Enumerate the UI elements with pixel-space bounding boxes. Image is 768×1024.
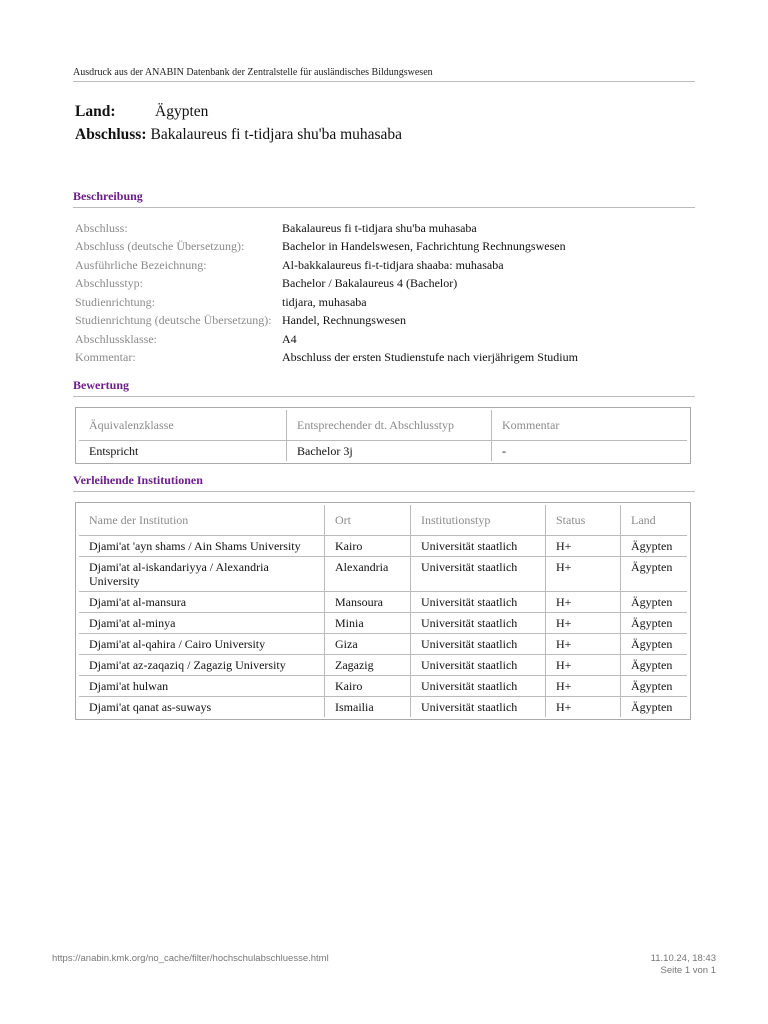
institutionen-table xyxy=(75,502,691,720)
desc-label: Abschlussklasse: xyxy=(75,331,157,346)
desc-label: Abschluss: xyxy=(75,220,128,235)
section-title-bewertung: Bewertung xyxy=(73,378,695,397)
table-cell: Giza xyxy=(325,634,411,655)
table-row xyxy=(79,634,687,655)
table-cell: Ägypten xyxy=(621,536,687,557)
desc-label: Ausführliche Bezeichnung: xyxy=(75,257,207,272)
table-cell: Universität staatlich xyxy=(411,613,546,634)
column-header: Ort xyxy=(325,505,411,536)
desc-value: Al-bakkalaureus fi-t-tidjara shaaba: muhasaba xyxy=(282,257,504,272)
table-cell: Universität staatlich xyxy=(411,557,546,592)
desc-label: Abschluss (deutsche Übersetzung): xyxy=(75,239,245,254)
land-row xyxy=(75,103,402,126)
table-cell: Zagazig xyxy=(325,655,411,676)
table-row xyxy=(79,557,687,592)
title-block xyxy=(75,103,402,149)
table-row xyxy=(79,697,687,717)
table-cell: Ägypten xyxy=(621,557,687,592)
desc-row xyxy=(75,349,695,368)
abschluss-label: Abschluss: xyxy=(75,126,147,143)
desc-row xyxy=(75,219,695,238)
print-header: Ausdruck aus der ANABIN Datenbank der Zentralstelle für ausländisches Bildungswesen xyxy=(73,67,695,82)
desc-value: Handel, Rechnungswesen xyxy=(282,313,406,328)
desc-value: Bachelor / Bakalaureus 4 (Bachelor) xyxy=(282,276,458,291)
desc-row xyxy=(75,293,695,312)
table-cell: Minia xyxy=(325,613,411,634)
table-cell: Universität staatlich xyxy=(411,634,546,655)
table-cell: H+ xyxy=(546,676,621,697)
table-header-row xyxy=(79,505,687,536)
desc-value: tidjara, muhasaba xyxy=(282,294,367,309)
section-title-beschreibung: Beschreibung xyxy=(73,189,695,208)
table-cell: Entspricht xyxy=(79,441,287,461)
table-row xyxy=(79,536,687,557)
table-header-row xyxy=(79,410,687,441)
table-cell: Universität staatlich xyxy=(411,592,546,613)
table-cell: Djami'at al-mansura xyxy=(79,592,325,613)
land-value: Ägypten xyxy=(155,103,209,120)
table-cell: H+ xyxy=(546,536,621,557)
table-cell: Djami'at al-qahira / Cairo University xyxy=(79,634,325,655)
table-cell: Djami'at 'ayn shams / Ain Shams University xyxy=(79,536,325,557)
column-header: Land xyxy=(621,505,687,536)
table-cell: Ägypten xyxy=(621,613,687,634)
desc-row xyxy=(75,256,695,275)
table-row xyxy=(79,592,687,613)
desc-label: Studienrichtung (deutsche Übersetzung): xyxy=(75,313,272,328)
land-label: Land: xyxy=(75,103,116,120)
desc-value: Abschluss der ersten Studienstufe nach vierjährigem Studium xyxy=(282,350,578,365)
desc-value: Bachelor in Handelswesen, Fachrichtung Rechnungswesen xyxy=(282,239,566,254)
desc-row xyxy=(75,238,695,257)
desc-row xyxy=(75,275,695,294)
table-cell: Ägypten xyxy=(631,700,673,714)
table-cell: H+ xyxy=(546,697,621,717)
column-header: Institutionstyp xyxy=(411,505,546,536)
column-header: Kommentar xyxy=(492,410,687,441)
desc-row xyxy=(75,312,695,331)
table-cell: Ägypten xyxy=(621,634,687,655)
table-row xyxy=(79,441,687,461)
beschreibung-list xyxy=(75,219,695,367)
footer-url: https://anabin.kmk.org/no_cache/filter/hochschulabschluesse.html xyxy=(52,953,329,964)
table-row xyxy=(79,613,687,634)
table-cell: Universität staatlich xyxy=(411,676,546,697)
table-cell: Djami'at qanat as-suways xyxy=(79,697,325,717)
desc-label: Abschlusstyp: xyxy=(75,276,144,291)
table-cell: Ägypten xyxy=(621,655,687,676)
table-cell: Djami'at al-minya xyxy=(79,613,325,634)
table-cell: - xyxy=(502,444,506,458)
table-cell: Ägypten xyxy=(621,592,687,613)
column-header: Äquivalenzklasse xyxy=(79,410,287,441)
table-cell: Djami'at al-iskandariyya / Alexandria University xyxy=(79,557,325,592)
column-header: Status xyxy=(546,505,621,536)
table-cell: Kairo xyxy=(325,676,411,697)
desc-value: Bakalaureus fi t-tidjara shu'ba muhasaba xyxy=(282,220,477,235)
bewertung-table xyxy=(75,407,691,464)
table-row xyxy=(79,676,687,697)
table-cell: Universität staatlich xyxy=(411,655,546,676)
table-row xyxy=(79,655,687,676)
table-cell: Djami'at hulwan xyxy=(79,676,325,697)
table-cell: H+ xyxy=(546,557,621,592)
table-cell: Kairo xyxy=(325,536,411,557)
column-header: Name der Institution xyxy=(79,505,325,536)
desc-label: Studienrichtung: xyxy=(75,294,155,309)
desc-label: Kommentar: xyxy=(75,350,136,365)
table-cell: Ägypten xyxy=(621,676,687,697)
table-cell: Alexandria xyxy=(325,557,411,592)
footer-page-info: Seite 1 von 1 xyxy=(660,965,716,976)
abschluss-value: Bakalaureus fi t-tidjara shu'ba muhasaba xyxy=(150,126,403,143)
column-header: Entsprechender dt. Abschlusstyp xyxy=(287,410,492,441)
table-cell: Djami'at az-zaqaziq / Zagazig University xyxy=(79,655,325,676)
table-cell: H+ xyxy=(546,592,621,613)
table-cell: Bachelor 3j xyxy=(287,441,492,461)
table-cell: Universität staatlich xyxy=(411,697,546,717)
abschluss-row xyxy=(75,126,402,149)
table-cell: Universität staatlich xyxy=(411,536,546,557)
desc-value: A4 xyxy=(282,331,297,346)
table-cell: Ismailia xyxy=(325,697,411,717)
table-cell: H+ xyxy=(546,613,621,634)
table-cell: H+ xyxy=(546,655,621,676)
footer-right xyxy=(651,953,716,977)
table-cell: Mansoura xyxy=(325,592,411,613)
footer-datetime: 11.10.24, 18:43 xyxy=(650,953,716,964)
section-title-institutionen: Verleihende Institutionen xyxy=(73,473,695,492)
desc-row xyxy=(75,330,695,349)
table-cell: H+ xyxy=(546,634,621,655)
